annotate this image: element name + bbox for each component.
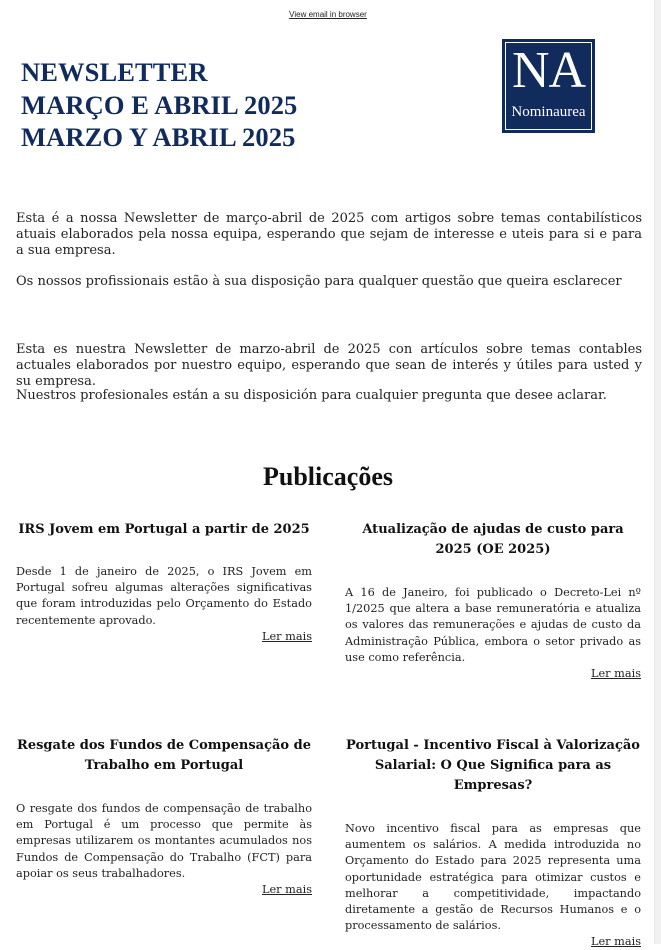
newsletter-title — [21, 56, 297, 154]
title-line-es: MARZO Y ABRIL 2025 — [21, 122, 296, 152]
article-card — [345, 520, 641, 682]
view-in-browser-bar — [0, 10, 656, 19]
article-title: Resgate dos Fundos de Compensação de Trabalho em Portugal — [17, 738, 311, 773]
intro-es-2 — [16, 388, 642, 404]
article-summary: Desde 1 de janeiro de 2025, o IRS Jovem em Portugal sofreu algumas alterações significativas que foram introduzidas pelo Orçamento do Estado recentemente aprovado. — [16, 565, 312, 627]
intro-es-paragraph-1: Esta es nuestra Newsletter de marzo-abril de 2025 con artículos sobre temas contables actuales elaborados por nuestro equipo, esperando que sean de interés y útiles para usted y su empresa. — [16, 342, 642, 389]
read-more-link[interactable]: Ler mais — [261, 629, 312, 643]
intro-es-1 — [16, 342, 642, 390]
read-more-link[interactable]: Ler mais — [590, 667, 641, 681]
scrollbar[interactable] — [654, 0, 661, 944]
article-card — [345, 736, 641, 950]
read-more-link[interactable]: Ler mais — [261, 883, 312, 897]
logo-name: Nominaurea — [511, 104, 586, 120]
read-more-link[interactable]: Ler mais — [590, 935, 641, 949]
article-title: Atualização de ajudas de custo para 2025 (OE 2025) — [362, 522, 624, 557]
article-summary: Novo incentivo fiscal para as empresas que aumentem os salários. A medida introduzida no Orçamento do Estado para 2025 representa uma oportunidade estratégica para otimizar custos e melhorar a competitividade, impactando diretamente a gestão de Recursos Humanos e o processamento de salários. — [345, 822, 641, 933]
intro-pt-paragraph-1: Esta é a nossa Newsletter de março-abril de 2025 com artigos sobre temas contabilísticos atuais elaborados pela nossa equipa, esperando que sejam de interesse e uteis para si e para a sua empresa. — [16, 211, 642, 258]
article-summary: O resgate dos fundos de compensação de trabalho em Portugal é um processo que permite às empresas utilizarem os montantes acumulados nos Fundos de Compensação do Trabalho (FCT) para apoiar os seus trabalhadores. — [16, 802, 312, 880]
logo-initials: NA — [511, 42, 586, 99]
article-title: Portugal - Incentivo Fiscal à Valorização Salarial: O Que Significa para as Empresas? — [346, 738, 640, 793]
intro-pt-2 — [16, 274, 642, 290]
article-summary: A 16 de Janeiro, foi publicado o Decreto-Lei nº 1/2025 que altera a base remuneratória e atualiza os valores das remunerações e ajudas de custo da Administração Pública, embora o setor privado as use como referência. — [345, 586, 641, 664]
article-title: IRS Jovem em Portugal a partir de 2025 — [18, 522, 310, 537]
nominaurea-logo — [502, 39, 595, 133]
intro-pt-1 — [16, 211, 642, 259]
title-line-newsletter: NEWSLETTER — [21, 57, 208, 87]
article-card — [16, 736, 312, 898]
title-line-pt: MARÇO E ABRIL 2025 — [21, 89, 298, 120]
intro-es-paragraph-2: Nuestros profesionales están a su disposición para cualquier pregunta que desee aclarar. — [16, 388, 607, 403]
publications-heading: Publicações — [263, 462, 393, 491]
article-card — [16, 520, 312, 645]
view-in-browser-link[interactable]: View email in browser — [289, 10, 367, 19]
intro-pt-paragraph-2: Os nossos profissionais estão à sua disposição para qualquer questão que queira esclarecer — [16, 274, 622, 289]
